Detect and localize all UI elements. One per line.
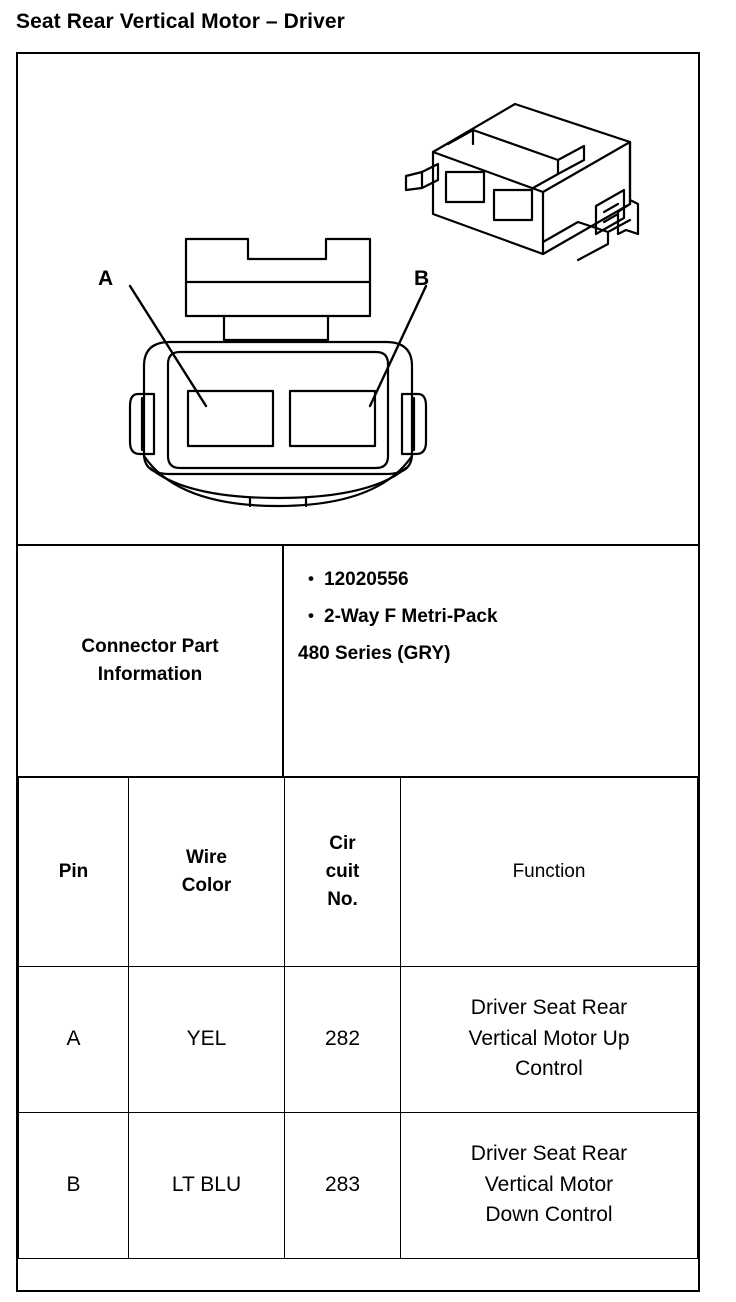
connector-part-information-value — [284, 546, 698, 776]
function-line2: Vertical Motor — [484, 1172, 614, 1196]
header-circuit-no — [285, 778, 401, 966]
part-info-label-line2: Information — [97, 664, 203, 685]
connector-illustration — [18, 54, 698, 546]
function-line2: Vertical Motor Up — [468, 1026, 630, 1050]
cell-circuit-no: 283 — [285, 1112, 401, 1258]
cell-circuit-no: 282 — [285, 966, 401, 1112]
cell-function — [401, 966, 698, 1112]
function-line3: Control — [515, 1057, 583, 1081]
table-row — [19, 966, 698, 1112]
header-function: Function — [401, 778, 698, 966]
header-wire-color-line1: Wire — [185, 847, 227, 869]
cell-wire-color: LT BLU — [129, 1112, 285, 1258]
page-title: Seat Rear Vertical Motor – Driver — [16, 10, 345, 33]
function-line3: Down Control — [485, 1203, 613, 1227]
connector-type: 2-Way F Metri-Pack — [324, 605, 498, 627]
cell-function — [401, 1112, 698, 1258]
connector-drawing — [18, 54, 698, 544]
connector-info-frame — [16, 52, 700, 1292]
callout-label-a: A — [98, 267, 114, 290]
part-info-bullet-item — [298, 568, 684, 592]
connector-series: 480 Series (GRY) — [298, 642, 451, 664]
header-wire-color — [129, 778, 285, 966]
connector-part-information-row — [18, 546, 698, 778]
header-circuit-line2: cuit — [325, 860, 360, 882]
connector-part-information-label — [18, 546, 284, 776]
bullet-icon: • — [308, 569, 314, 588]
cell-pin: A — [19, 966, 129, 1112]
part-info-bullet-item — [298, 605, 684, 629]
pin-table — [18, 778, 698, 1259]
cell-wire-color: YEL — [129, 966, 285, 1112]
header-circuit-line3: No. — [327, 888, 358, 910]
function-line1: Driver Seat Rear — [470, 1142, 628, 1166]
part-info-label-line1: Connector Part — [81, 636, 219, 658]
bullet-icon: • — [308, 605, 314, 625]
table-header-row — [19, 778, 698, 966]
header-pin: Pin — [19, 778, 129, 966]
header-circuit-line1: Cir — [329, 833, 356, 855]
callout-label-b: B — [414, 267, 430, 290]
cell-pin: B — [19, 1112, 129, 1258]
table-row — [19, 1112, 698, 1258]
function-line1: Driver Seat Rear — [470, 996, 628, 1020]
part-number: 12020556 — [324, 569, 409, 590]
header-wire-color-line2: Color — [181, 874, 232, 896]
terminal-b-window — [290, 391, 375, 446]
